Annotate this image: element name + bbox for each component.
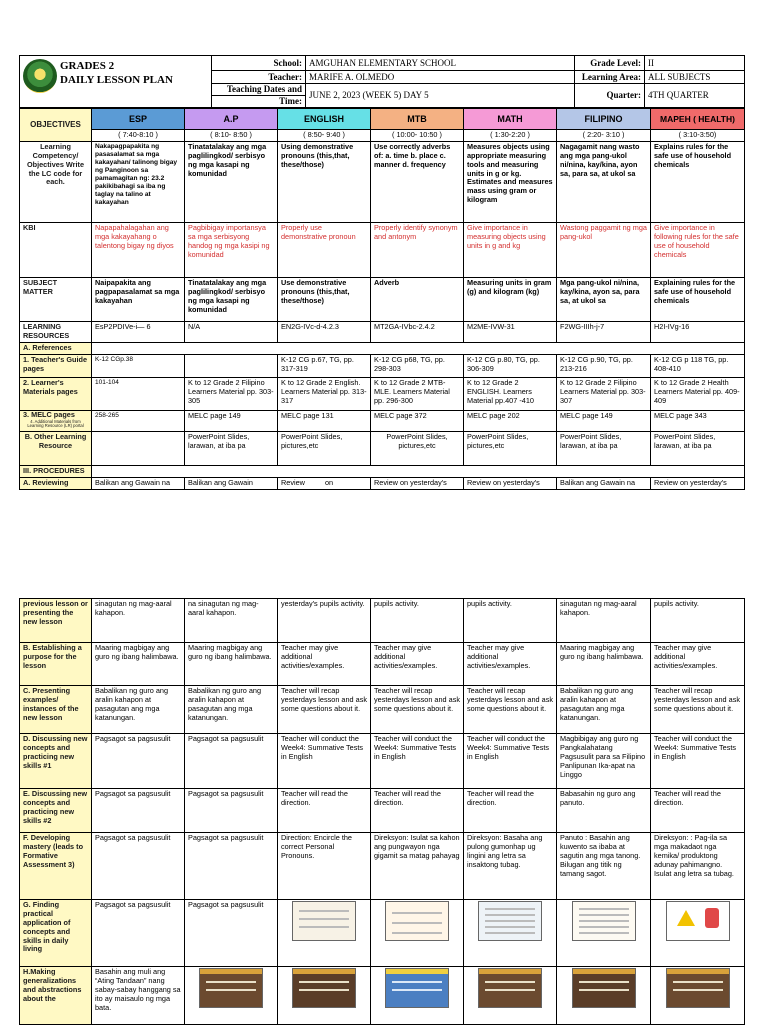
cell <box>371 900 464 967</box>
cell: Teacher will conduct the Week4: Summative Tests in English <box>651 734 745 789</box>
cell: Pagsagot sa pagsusulit <box>92 734 185 789</box>
cell: Review on <box>278 477 371 489</box>
cell: Maaring magbigay ang guro ng ibang halimbawa. <box>185 643 278 686</box>
header-table <box>19 55 745 108</box>
cell: K to 12 Grade 2 Filipino Learners Material pp. 303-305 <box>185 377 278 410</box>
worksheet-image <box>385 901 449 941</box>
page-1 <box>19 55 744 490</box>
grade-label: Grade Level: <box>575 56 645 71</box>
subject-filipino: FILIPINO <box>557 109 651 130</box>
subject-mapeh: MAPEH ( HEALTH) <box>651 109 745 130</box>
chemical-warning-image <box>666 901 730 941</box>
worksheet-image <box>572 901 636 941</box>
cell: Basahin ang muli ang “Ating Tandaan” nang sabay-sabay hanggang sa ito ay maisaulo ng mga bata. <box>92 967 185 1025</box>
time-mapeh: ( 3:10-3:50) <box>651 130 745 142</box>
cell: Babasahin ng guro ang panuto. <box>557 789 651 833</box>
school-logo-icon <box>23 59 57 93</box>
cell: 258-265 <box>92 410 185 431</box>
cell: PowerPoint Slides, larawan, at iba pa <box>557 431 651 465</box>
cell: K-12 CGp.38 <box>92 354 185 377</box>
cell: Teacher may give additional activities/examples. <box>278 643 371 686</box>
title-block <box>20 56 212 108</box>
cell: EsP2PDIVe-i— 6 <box>92 321 185 342</box>
row-label: 2. Learner's Materials pages <box>20 377 92 410</box>
row-learners-materials <box>20 377 745 410</box>
row-subject-matter <box>20 277 745 321</box>
row-generalizations <box>20 967 745 1025</box>
cell: Babalikan ng guro ang aralin kahapon at pasagutan ang mga katanungan. <box>185 686 278 734</box>
cell: Use correctly adverbs of: a. time b. place c. manner d. frequency <box>371 141 464 222</box>
cell: F2WG-IIIh-j-7 <box>557 321 651 342</box>
cell: PowerPoint Slides, pictures,etc <box>278 431 371 465</box>
teacher-value: MARIFE A. OLMEDO <box>306 71 575 84</box>
cell <box>92 465 745 477</box>
school-value: AMGUHAN ELEMENTARY SCHOOL <box>306 56 575 71</box>
cell: Balikan ang Gawain <box>185 477 278 489</box>
cell: Teacher will recap yesterdays lesson and ask some questions about it. <box>464 686 557 734</box>
row-label: F. Developing mastery (leads to Formative Assessment 3) <box>20 833 92 900</box>
row-label: 1. Teacher's Guide pages <box>20 354 92 377</box>
cell: Maaring magbigay ang guro ng ibang halimbawa. <box>557 643 651 686</box>
cell: 101-104 <box>92 377 185 410</box>
cell: Teacher will conduct the Week4: Summative Tests in English <box>371 734 464 789</box>
time-esp: ( 7:40-8:10 ) <box>92 130 185 142</box>
slide-image <box>666 968 730 1008</box>
cell: sinagutan ng mag-aaral kahapon. <box>557 599 651 643</box>
row-label: Learning Competency/ Objectives Write the LC code for each. <box>20 141 92 222</box>
subject-esp: ESP <box>92 109 185 130</box>
row-presenting <box>20 686 745 734</box>
cell: Teacher will recap yesterdays lesson and ask some questions about it. <box>651 686 745 734</box>
cell: K to 12 Grade 2 ENGLISH. Learners Material pp.407 -410 <box>464 377 557 410</box>
cell <box>557 900 651 967</box>
row-teachers-guide <box>20 354 745 377</box>
cell: Pagsagot sa pagsusulit <box>92 789 185 833</box>
subject-math: MATH <box>464 109 557 130</box>
cell: MELC page 149 <box>185 410 278 431</box>
area-value: ALL SUBJECTS <box>645 71 745 84</box>
cell: Babalikan ng guro ang aralin kahapon at pasagutan ang mga katanungan. <box>557 686 651 734</box>
cell: Tinatatalakay ang mga paglilingkod/ serbisyo ng mga kasapi ng komunidad <box>185 277 278 321</box>
objectives-label: OBJECTIVES <box>20 109 92 142</box>
cell: Nagagamit nang wasto ang mga pang-ukol ni/nina, kay/kina, ayon sa, para sa, at ukol sa <box>557 141 651 222</box>
row-discussing-2 <box>20 789 745 833</box>
row-kbi <box>20 222 745 277</box>
cell: K to 12 Grade 2 Health Learners Material pp. 409-409 <box>651 377 745 410</box>
cell: Balikan ang Gawain na <box>92 477 185 489</box>
cell: Give importance in measuring objects using units in g and kg <box>464 222 557 277</box>
cell: Napapahalagahan ang mga kakayahang o talentong bigay ng diyos <box>92 222 185 277</box>
cell: Teacher will conduct the Week4: Summative Tests in English <box>464 734 557 789</box>
cell: K-12 CG p68, TG, pp. 298-303 <box>371 354 464 377</box>
cell: Naipapakita ang pagpapasalamat sa mga kakayahan <box>92 277 185 321</box>
cell: MELC page 202 <box>464 410 557 431</box>
cell: Teacher will read the direction. <box>464 789 557 833</box>
cell: MELC page 343 <box>651 410 745 431</box>
cell: Using demonstrative pronouns (this,that, these/those) <box>278 141 371 222</box>
cell: Teacher may give additional activities/examples. <box>464 643 557 686</box>
cell: Pagbibigay importansya sa mga serbisyong handog ng mga kasipi ng komunidad <box>185 222 278 277</box>
subject-english: ENGLISH <box>278 109 371 130</box>
row-reviewing <box>20 477 745 489</box>
time-math: ( 1:30-2:20 ) <box>464 130 557 142</box>
cell: Pagsagot sa pagsusulit <box>185 734 278 789</box>
subject-ap: A.P <box>185 109 278 130</box>
cell: Teacher may give additional activities/examples. <box>371 643 464 686</box>
cell: Properly identify synonym and antonym <box>371 222 464 277</box>
row-label: B. Establishing a purpose for the lesson <box>20 643 92 686</box>
row-procedures <box>20 465 745 477</box>
cell: K to 12 Grade 2 English. Learners Material pp. 313-317 <box>278 377 371 410</box>
cell: Use demonstrative pronouns (this,that, these/those) <box>278 277 371 321</box>
row-label: A. References <box>20 342 92 354</box>
worksheet-image <box>478 901 542 941</box>
row-establishing <box>20 643 745 686</box>
cell: H2I-IVg-16 <box>651 321 745 342</box>
row-label: C. Presenting examples/ instances of the new lesson <box>20 686 92 734</box>
row-label: G. Finding practical application of concepts and skills in daily living <box>20 900 92 967</box>
cell: Maaring magbigay ang guro ng ibang halimbawa. <box>92 643 185 686</box>
row-label: E. Discussing new concepts and practicing new skills #2 <box>20 789 92 833</box>
cell: na sinagutan ng mag-aaral kahapon. <box>185 599 278 643</box>
cell: K-12 CG p.80, TG, pp. 306-309 <box>464 354 557 377</box>
row-label: III. PROCEDURES <box>20 465 92 477</box>
dates-label-1: Teaching Dates and <box>212 84 306 96</box>
cell: Teacher will recap yesterdays lesson and ask some questions about it. <box>371 686 464 734</box>
cell: Explaining rules for the safe use of household chemicals <box>651 277 745 321</box>
cell: Measures objects using appropriate measuring tools and measuring units in g or kg. Estimates and measures mass using gram or kilogram <box>464 141 557 222</box>
cell: PowerPoint Slides, larawan, at iba pa <box>651 431 745 465</box>
cell <box>371 967 464 1025</box>
cell <box>464 900 557 967</box>
title-dlp: DAILY LESSON PLAN <box>60 73 173 86</box>
cell: Give importance in following rules for the safe use of household chemicals <box>651 222 745 277</box>
additional-materials-label: 4. Additional Materials from Learning Resource (LR) portal <box>27 418 84 429</box>
cell: PowerPoint Slides, pictures,etc <box>371 431 464 465</box>
cell <box>651 900 745 967</box>
slide-image <box>199 968 263 1008</box>
row-label: H.Making generalizations and abstractions about the <box>20 967 92 1025</box>
cell: Direksyon: Basaha ang pulong gumonhap ug lingini ang letra sa insaktong tubag. <box>464 833 557 900</box>
cell: MT2GA-IVbc-2.4.2 <box>371 321 464 342</box>
cell: M2ME-IVW-31 <box>464 321 557 342</box>
cell: Balikan ang Gawain na <box>557 477 651 489</box>
cell: Properly use demonstrative pronoun <box>278 222 371 277</box>
cell <box>278 900 371 967</box>
cell: Mga pang-ukol ni/nina, kay/kina, ayon sa, para sa, at ukol sa <box>557 277 651 321</box>
cell: sinagutan ng mag-aaral kahapon. <box>92 599 185 643</box>
cell: N/A <box>185 321 278 342</box>
cell: Review on yesterday's <box>371 477 464 489</box>
cell: MELC page 149 <box>557 410 651 431</box>
row-label: D. Discussing new concepts and practicing new skills #1 <box>20 734 92 789</box>
cell: MELC page 131 <box>278 410 371 431</box>
teacher-label: Teacher: <box>212 71 306 84</box>
worksheet-image <box>292 901 356 941</box>
title-grades: GRADES 2 <box>60 60 115 72</box>
cell: Direksyon: : Pag-ila sa mga makadaot nga kemika/ produktong adunay pahimangno. Isulat ang letra sa tubag. <box>651 833 745 900</box>
cell: MELC page 372 <box>371 410 464 431</box>
row-label: previous lesson or presenting the new lesson <box>20 599 92 643</box>
cell: Nakapagpapakita ng pasasalamat sa mga kakayahan/ talinong bigay ng Panginoon sa pamamagitan ng: 23.2 pakikibahagi sa iba ng taglay na talino at kakayahan <box>92 141 185 222</box>
school-label: School: <box>212 56 306 71</box>
row-discussing-1 <box>20 734 745 789</box>
cell: Babalikan ng guro ang aralin kahapon at pasagutan ang mga katanungan. <box>92 686 185 734</box>
slide-image <box>572 968 636 1008</box>
cell: Teacher will read the direction. <box>651 789 745 833</box>
time-english: ( 8:50- 9:40 ) <box>278 130 371 142</box>
dates-label-2: Time: <box>212 96 306 108</box>
row-label <box>20 410 92 431</box>
slide-image <box>385 968 449 1008</box>
page-2 <box>19 598 744 1025</box>
cell: Explains rules for the safe use of household chemicals <box>651 141 745 222</box>
subject-mtb: MTB <box>371 109 464 130</box>
cell: K to 12 Grade 2 MTB-MLE. Learners Material pp. 296-300 <box>371 377 464 410</box>
row-label: KBI <box>20 222 92 277</box>
row-finding <box>20 900 745 967</box>
cell <box>278 967 371 1025</box>
row-learning-resources <box>20 321 745 342</box>
cell <box>464 967 557 1025</box>
time-filipino: ( 2:20- 3:10 ) <box>557 130 651 142</box>
grade-value: II <box>645 56 745 71</box>
cell: Teacher will read the direction. <box>278 789 371 833</box>
cell <box>557 967 651 1025</box>
cell <box>92 342 745 354</box>
slide-image <box>292 968 356 1008</box>
cell: Review on yesterday's <box>651 477 745 489</box>
row-label: LEARNING RESOURCES <box>20 321 92 342</box>
row-melc <box>20 410 745 431</box>
cell: K-12 CG p.67, TG, pp. 317-319 <box>278 354 371 377</box>
cell: yesterday's pupils activity. <box>278 599 371 643</box>
row-references <box>20 342 745 354</box>
dates-value: JUNE 2, 2023 (WEEK 5) DAY 5 <box>306 84 575 108</box>
cell: Teacher will read the direction. <box>371 789 464 833</box>
cell: Tinatatalakay ang mga paglilingkod/ serbisyo ng mga kasapi ng komunidad <box>185 141 278 222</box>
cell: Magbibigay ang guro ng Pangkalahatang Pagsusulit para sa Filipino Panlipunan Ika-apat na Linggo <box>557 734 651 789</box>
row-other-resource <box>20 431 745 465</box>
row-label: B. Other Learning Resource <box>20 431 92 465</box>
cell: Teacher will recap yesterdays lesson and ask some questions about it. <box>278 686 371 734</box>
quarter-label: Quarter: <box>575 84 645 108</box>
cell <box>92 431 185 465</box>
time-ap: ( 8:10- 8:50 ) <box>185 130 278 142</box>
row-developing <box>20 833 745 900</box>
cell: Teacher will conduct the Week4: Summative Tests in English <box>278 734 371 789</box>
cell: Teacher may give additional activities/examples. <box>651 643 745 686</box>
cell: Pagsagot sa pagsusulit <box>92 900 185 967</box>
slide-image <box>478 968 542 1008</box>
cell: PowerPoint Slides, pictures,etc <box>464 431 557 465</box>
cell: EN2G-IVc-d-4.2.3 <box>278 321 371 342</box>
cell: Review on yesterday's <box>464 477 557 489</box>
area-label: Learning Area: <box>575 71 645 84</box>
lesson-table-continued <box>19 598 745 1025</box>
cell <box>185 967 278 1025</box>
cell: Wastong paggamit ng mga pang-ukol <box>557 222 651 277</box>
cell: Measuring units in gram (g) and kilogram (kg) <box>464 277 557 321</box>
row-competency <box>20 141 745 222</box>
cell: Pagsagot sa pagsusulit <box>185 900 278 967</box>
cell: K-12 CG p 118 TG, pp. 408-410 <box>651 354 745 377</box>
row-label: A. Reviewing <box>20 477 92 489</box>
cell: Pagsagot sa pagsusulit <box>185 789 278 833</box>
cell: Adverb <box>371 277 464 321</box>
cell: Direction: Encircle the correct Personal Pronouns. <box>278 833 371 900</box>
time-mtb: ( 10:00- 10:50 ) <box>371 130 464 142</box>
lesson-table <box>19 108 745 490</box>
cell: pupils activity. <box>464 599 557 643</box>
cell: Direksyon: Isulat sa kahon ang pungwayon nga gigamit sa matag pahayag <box>371 833 464 900</box>
row-label: SUBJECT MATTER <box>20 277 92 321</box>
cell: PowerPoint Slides, larawan, at iba pa <box>185 431 278 465</box>
row-reviewing-cont <box>20 599 745 643</box>
cell: K-12 CG p.90, TG, pp. 213-216 <box>557 354 651 377</box>
cell: pupils activity. <box>651 599 745 643</box>
cell: pupils activity. <box>371 599 464 643</box>
cell: Panuto : Basahin ang kuwento sa ibaba at sagutin ang mga tanong. Bilugan ang titik ng tamang sagot. <box>557 833 651 900</box>
quarter-value: 4TH QUARTER <box>645 84 745 108</box>
melc-label: 3. MELC pages <box>23 410 75 419</box>
cell <box>185 354 278 377</box>
cell: K to 12 Grade 2 Filipino Learners Material pp. 303-307 <box>557 377 651 410</box>
cell <box>651 967 745 1025</box>
cell: Pagsagot sa pagsusulit <box>92 833 185 900</box>
cell: Pagsagot sa pagsusulit <box>185 833 278 900</box>
